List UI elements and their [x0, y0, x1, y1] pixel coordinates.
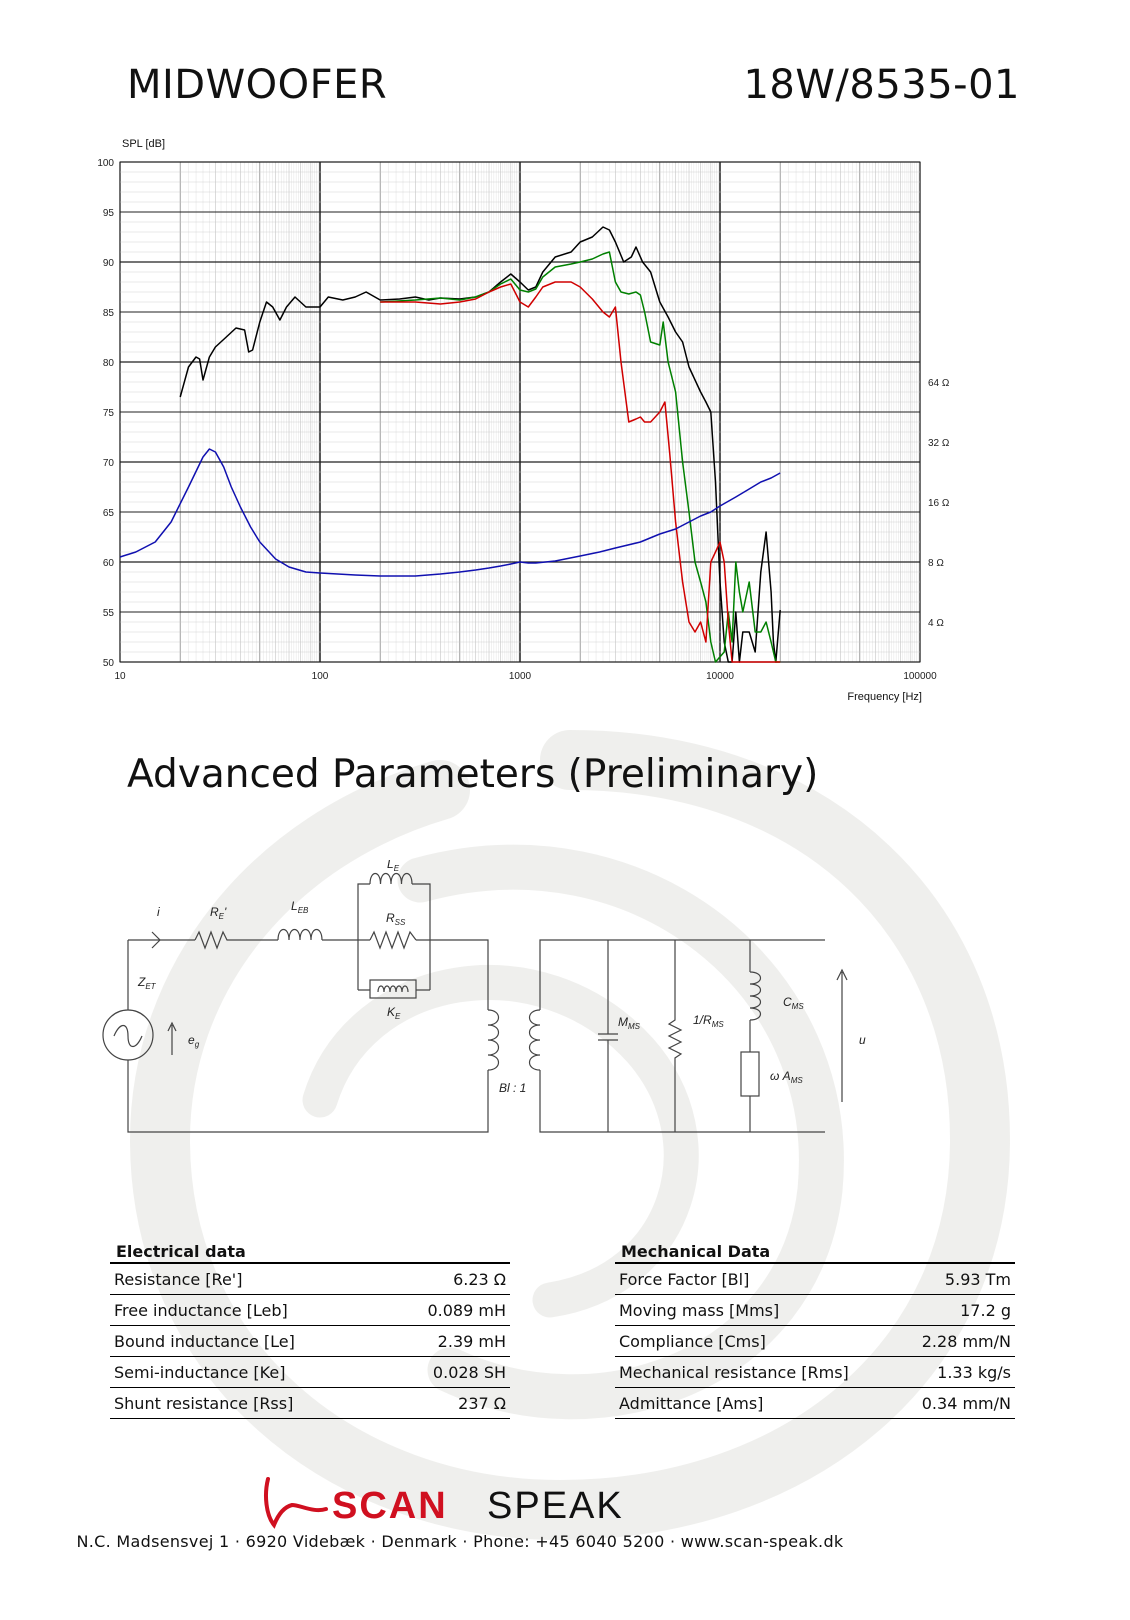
logo-text-scan: SCAN — [332, 1485, 448, 1527]
leb-label: $L_{EB}$ — [291, 899, 309, 915]
series-line — [180, 227, 780, 662]
scanspeak-logo — [260, 1475, 680, 1531]
y-tick-label: 55 — [102, 608, 114, 619]
param-label: Admittance [Ams] — [615, 1388, 899, 1419]
y-tick-label: 60 — [102, 558, 114, 569]
impedance-tick-label: 8 Ω — [928, 558, 944, 569]
cms-label: $C_{MS}$ — [783, 995, 804, 1011]
table-row — [615, 1295, 1015, 1326]
param-value: 17.2 g — [899, 1295, 1015, 1326]
param-label: Compliance [Cms] — [615, 1326, 899, 1357]
current-label: i — [157, 905, 160, 919]
velocity-label: u — [859, 1033, 866, 1047]
frequency-response-chart — [60, 132, 980, 712]
x-tick-label: 100000 — [903, 671, 937, 682]
param-label: Moving mass [Mms] — [615, 1295, 899, 1326]
y-tick-label: 65 — [102, 508, 114, 519]
rss-label: $R_{SS}$ — [386, 911, 406, 927]
table-row — [110, 1326, 510, 1357]
y-tick-label: 75 — [102, 408, 114, 419]
chart-y-axis-label: SPL [dB] — [122, 138, 166, 150]
param-value: 237 Ω — [384, 1388, 510, 1419]
y-tick-label: 90 — [102, 258, 114, 269]
impedance-tick-label: 64 Ω — [928, 378, 950, 389]
param-label: Free inductance [Leb] — [110, 1295, 384, 1326]
rms-label: $1/R_{MS}$ — [693, 1013, 724, 1029]
table-row — [615, 1388, 1015, 1419]
electrical-data-table — [110, 1240, 510, 1419]
param-value: 5.93 Tm — [899, 1263, 1015, 1295]
chart-ticks — [97, 158, 950, 682]
mechanical-data-table — [615, 1240, 1015, 1419]
param-label: Force Factor [Bl] — [615, 1263, 899, 1295]
table-row — [615, 1263, 1015, 1295]
y-tick-label: 70 — [102, 458, 114, 469]
chart-x-axis-label: Frequency [Hz] — [847, 691, 922, 703]
y-tick-label: 100 — [97, 158, 114, 169]
logo-text-speak: SPEAK — [487, 1485, 624, 1527]
param-value: 1.33 kg/s — [899, 1357, 1015, 1388]
param-label: Bound inductance [Le] — [110, 1326, 384, 1357]
impedance-tick-label: 16 Ω — [928, 498, 950, 509]
chart-grid — [120, 162, 920, 662]
param-label: Resistance [Re'] — [110, 1263, 384, 1295]
table-row — [615, 1357, 1015, 1388]
y-tick-label: 80 — [102, 358, 114, 369]
model-number-title: 18W/8535-01 — [743, 62, 1020, 108]
le-label: $L_E$ — [387, 860, 400, 873]
param-label: Mechanical resistance [Rms] — [615, 1357, 899, 1388]
param-label: Semi-inductance [Ke] — [110, 1357, 384, 1388]
impedance-tick-label: 32 Ω — [928, 438, 950, 449]
mechanical-data-heading: Mechanical Data — [615, 1240, 1015, 1263]
param-value: 0.089 mH — [384, 1295, 510, 1326]
product-type-title: MIDWOOFER — [127, 62, 388, 108]
eg-label: $e_g$ — [188, 1033, 200, 1049]
logo-swoosh-icon — [266, 1479, 326, 1525]
y-tick-label: 85 — [102, 308, 114, 319]
table-row — [110, 1263, 510, 1295]
param-value: 2.28 mm/N — [899, 1326, 1015, 1357]
x-tick-label: 1000 — [508, 671, 532, 682]
param-value: 0.028 SH — [384, 1357, 510, 1388]
param-label: Shunt resistance [Rss] — [110, 1388, 384, 1419]
electrical-data-heading: Electrical data — [110, 1240, 510, 1263]
table-row — [110, 1295, 510, 1326]
equivalent-circuit-diagram — [90, 860, 890, 1160]
table-row — [110, 1357, 510, 1388]
section-title: Advanced Parameters (Preliminary) — [127, 752, 819, 797]
param-value: 2.39 mH — [384, 1326, 510, 1357]
table-row — [110, 1388, 510, 1419]
x-tick-label: 10000 — [706, 671, 734, 682]
y-tick-label: 50 — [102, 658, 114, 669]
impedance-tick-label: 4 Ω — [928, 618, 944, 629]
bl-ratio-label: Bl : 1 — [499, 1081, 527, 1095]
zet-label: $Z_{ET}$ — [138, 975, 156, 991]
x-tick-label: 100 — [311, 671, 329, 682]
param-value: 0.34 mm/N — [899, 1388, 1015, 1419]
table-row — [615, 1326, 1015, 1357]
y-tick-label: 95 — [102, 208, 114, 219]
param-value: 6.23 Ω — [384, 1263, 510, 1295]
re-label: $R_E'$ — [210, 905, 227, 921]
footer-address-text: N.C. Madsensvej 1 · 6920 Videbæk · Denmark · Phone: +45 6040 5200 · www.scan-speak.dk — [76, 1532, 844, 1551]
ke-label: $K_E$ — [387, 1005, 401, 1021]
footer-address — [0, 1532, 1130, 1551]
ams-label: ω $A_{MS}$ — [770, 1069, 803, 1085]
x-tick-label: 10 — [114, 671, 126, 682]
mms-label: $M_{MS}$ — [618, 1015, 640, 1031]
